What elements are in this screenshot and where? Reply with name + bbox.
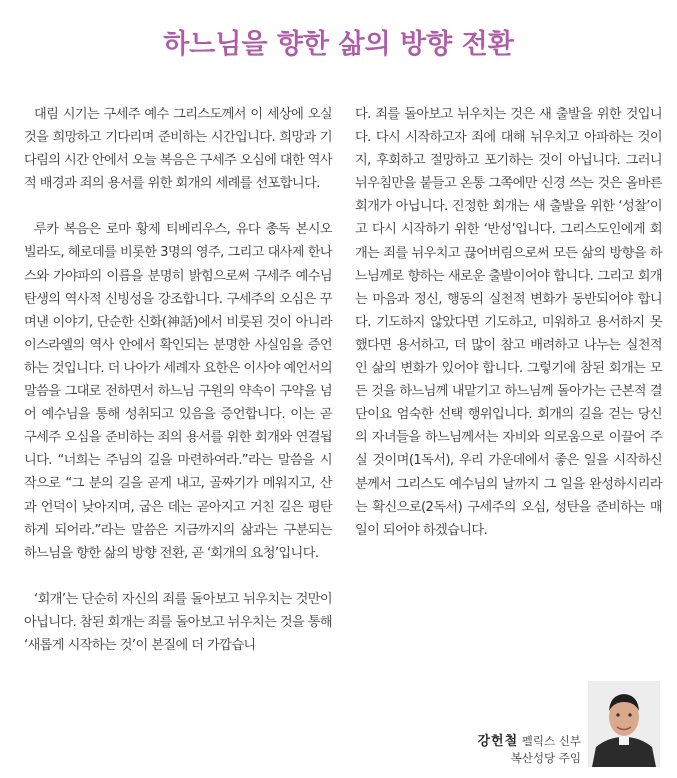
paragraph: 다. 죄를 돌아보고 뉘우치는 것은 새 출발을 위한 것입니다. 다시 시작하고자 죄에 대해 뉘우치고 아파하는 것이지, 후회하고 절망하고 포기하는 것이 아닙니다. 그러니 뉘우침만을 붙들고 온통 그쪽에만 신경 쓰는 것은 올바른 회개가 아닙니다. 진정한 회개는 새 출발을 위한 ‘성찰’이고 다시 시작하기 위한 ‘반성’입니다. 그리스도인에게 회개는 죄를 뉘우치고 끊어버림으로써 모든 삶의 방향을 하느님께로 향하는 새로운 출발이어야 합니다. 그리고 회개는 마음과 정신, 행동의 실천적 변화가 동반되어야 합니다. 기도하지 않았다면 기도하고, 미워하고 용서하지 못했다면 용서하고, 더 많이 참고 배려하고 나누는 실천적인 삶의 변화가 있어야 합니다. 그렇기에 참된 회개는 모든 것을 하느님께 내맡기고 하느님께 돌아가는 근본적 결단이요 엄숙한 선택 행위입니다. 회개의 길을 걷는 당신의 자녀들을 하느님께서는 자비와 의로움으로 이끌어 주실 것이며(1독서), 우리 가운데에서 좋은 일을 시작하신 분께서 그리스도 예수님의 날까지 그 일을 완성하시리라는 확신으로(2독서) 구세주의 오심, 성탄을 준비하는 매일이 되어야 하겠습니다. — [355, 107, 662, 538]
paragraph: 대림 시기는 구세주 예수 그리스도께서 이 세상에 오실 것을 희망하고 기다리며 준비하는 시간입니다. 희망과 기다림의 시간 안에서 오늘 복음은 구세주 오심에 대한 역사적 배경과 죄의 용서를 위한 회개의 세례를 선포합니다. — [24, 107, 332, 192]
author-name: 강헌철 — [477, 734, 519, 749]
author-portrait-icon — [588, 681, 660, 767]
author-photo — [588, 681, 660, 767]
left-column — [24, 103, 332, 657]
paragraph: ‘회개’는 단순히 자신의 죄를 돌아보고 뉘우치는 것만이 아닙니다. 참된 회개는 죄를 돌아보고 뉘우치는 것을 통해 ‘새롭게 시작하는 것’이 본질에 더 가깝습니 — [24, 591, 332, 653]
article-title: 하느님을 향한 삶의 방향 전환 — [163, 29, 514, 60]
paragraph: 루카 복음은 로마 황제 티베리우스, 유다 총독 본시오 빌라도, 헤로데를 비롯한 3명의 영주, 그리고 대사제 한나스와 가야파의 이름을 분명히 밝힘으로써 구세주 예수님 탄생의 역사적 신빙성을 강조합니다. 구세주의 오심은 꾸며낸 이야기, 단순한 신화(神話)에서 비롯된 것이 아니라 이스라엘의 역사 안에서 확인되는 분명한 사실임을 증언하는 것입니다. 더 나아가 세례자 요한은 이사야 예언서의 말씀을 그대로 전하면서 하느님 구원의 약속이 구약을 넘어 예수님을 통해 성취되고 있음을 증언합니다. 이는 곧 구세주 오심을 준비하는 죄의 용서를 위한 회개와 연결됩니다. “너희는 주님의 길을 마련하여라.”라는 말씀을 시작으로 “그 분의 길을 곧게 내고, 골짜기가 메워지고, 산과 언덕이 낮아지며, 굽은 데는 곧아지고 거친 길은 평탄하게 되어라.”라는 말씀은 지금까지의 삶과는 구분되는 하느님을 향한 삶의 방향 전환, 곧 ‘회개의 요청’입니다. — [24, 222, 332, 561]
author-byline — [477, 733, 581, 767]
right-column — [355, 103, 662, 542]
author-title: 펠릭스 신부 — [521, 734, 581, 748]
author-parish: 복산성당 주임 — [510, 751, 581, 765]
